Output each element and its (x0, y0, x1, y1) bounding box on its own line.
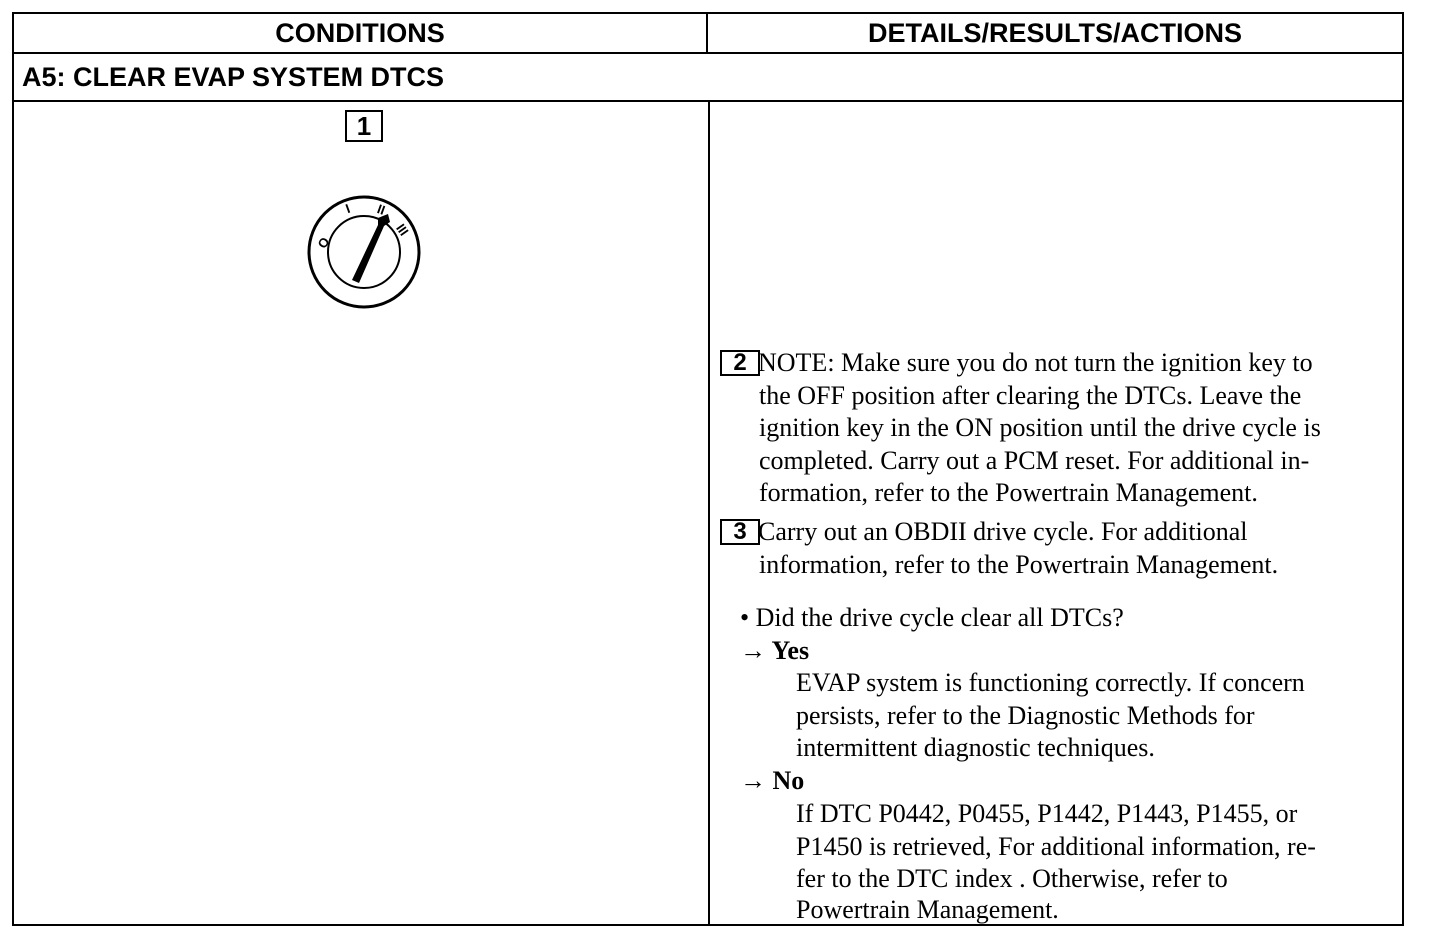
position-label-2: II (375, 201, 388, 218)
step-3-line: information, refer to the Powertrain Management. (759, 549, 1279, 579)
answer-yes-line: intermittent diagnostic techniques. (796, 733, 1155, 762)
answer-yes-line: EVAP system is functioning correctly. If concern (796, 668, 1305, 697)
answer-no-label: → No (740, 766, 805, 795)
answer-no-line: Powertrain Management. (796, 894, 1059, 924)
step-2-line: NOTE: Make sure you do not turn the ignition key to (758, 348, 1313, 377)
step-2-line: the OFF position after clearing the DTCs. Leave the (759, 380, 1302, 410)
step-2-line: completed. Carry out a PCM reset. For additional in- (759, 445, 1310, 475)
answer-no-line: P1450 is retrieved, For additional information, re- (796, 831, 1316, 861)
step-2-badge: 2 (720, 350, 760, 376)
step-1-badge: 1 (345, 110, 383, 142)
answer-yes-line: persists, refer to the Diagnostic Methods for (796, 700, 1255, 730)
position-label-off: O (314, 234, 333, 251)
step-2-line: formation, refer to the Powertrain Management. (759, 478, 1258, 507)
answer-no-line: fer to the DTC index . Otherwise, refer to (796, 864, 1228, 893)
section-title: A5: CLEAR EVAP SYSTEM DTCS (14, 54, 1402, 102)
details-header: DETAILS/RESULTS/ACTIONS (708, 14, 1402, 54)
position-label-3: III (393, 220, 412, 239)
step-2-line: ignition key in the ON position until the drive cycle is (759, 413, 1321, 442)
question: • Did the drive cycle clear all DTCs? (740, 603, 1124, 632)
ignition-switch-icon (304, 192, 424, 312)
conditions-header: CONDITIONS (14, 14, 708, 54)
step-3-line: Carry out an OBDII drive cycle. For additional (758, 517, 1248, 546)
answer-no-line: If DTC P0442, P0455, P1442, P1443, P1455, or (796, 799, 1298, 828)
position-label-1: I (343, 200, 353, 217)
step-3-badge: 3 (720, 519, 760, 545)
answer-yes-label: → Yes (740, 635, 810, 665)
procedure-table (12, 12, 1404, 926)
column-divider (708, 102, 710, 924)
key-pointer (352, 214, 390, 283)
